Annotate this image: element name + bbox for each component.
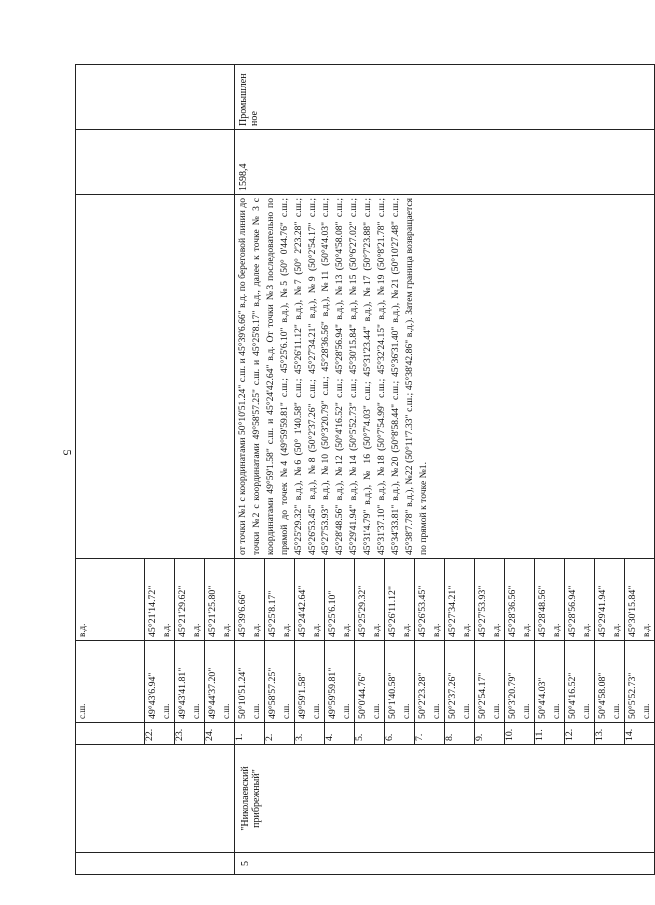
zone-number: 5 — [235, 853, 655, 875]
point-longitude-value: 45°27'34.21" — [447, 585, 458, 637]
point-longitude-unit: в.д. — [371, 623, 381, 637]
point-latitude-unit: с.ш. — [311, 703, 321, 719]
point-longitude-unit: в.д. — [341, 623, 351, 637]
point-longitude — [415, 559, 445, 641]
point-longitude-unit: в.д. — [251, 623, 261, 637]
point-longitude-unit: в.д. — [281, 623, 291, 637]
point-latitude-unit: с.ш. — [251, 703, 261, 719]
point-latitude-value: 50°4'4.03" — [537, 677, 548, 719]
point-longitude-unit: в.д. — [461, 623, 471, 637]
point-number: 6. — [385, 723, 415, 745]
table-top-blank-row — [76, 65, 145, 875]
point-longitude-value: 45°28'56.94" — [567, 585, 578, 637]
boundary-description: от точки №1 с координатами 50°10'51.24" с.ш. и 45°39'6.66" в.д. по береговой линии до точки №2 с координатами 49°58'57.25" с.ш. и 45°25'8.17" в.д., далее к точке № 3 с координатами 49°59'1.58" с.ш. и 45°24'42.64" в.д. От точки №3 последовательно по прямой до точек №4 (49°59'59.81" с.ш.; 45°25'6.10" в.д.), №5 (50° 0'44.76" с.ш.; 45°25'29.32" в.д.), №6 (50° 1'40.58" с.ш.; 45°26'11.12" в.д.), №7 (50° 2'23.28" с.ш.; 45°26'53.45" в.д.), №8 (50°2'37.26" с.ш.; 45°27'34.21" в.д.), №9 (50°2'54.17" с.ш.; 45°27'53.93" в.д.), №10 (50°3'20.79" с.ш.; 45°28'36.56" в.д.), №11 (50°4'4.03" с.ш.; 45°28'48.56" в.д.), №12 (50°4'16.52" с.ш.; 45°28'56.94" в.д.), №13 (50°4'58.08" с.ш.; 45°29'41.94" в.д.), №14 (50°5'52.73" с.ш.; 45°30'15.84" в.д.), №15 (50°6'27.02" с.ш.; 45°31'4.79" в.д.), № 16 (50°7'4.03" с.ш.; 45°31'23.44" в.д.), №17 (50°7'23.88" с.ш.; 45°31'37.10" в.д.), №18 (50°7'54.99" с.ш.; 45°32'24.15" в.д.), №19 (50°8'21.78" с.ш.; 45°34'33.81" в.д.), №20 (50°8'58.44" с.ш.; 45°36'31.40" в.д.), №21 (50°10'27.48" с.ш.; 45°38'7.78" в.д.), №22 (50°11'7.33" с.ш.; 45°38'42.86" в.д.). Затем граница возвращается по прямой к точке №1. — [235, 195, 655, 559]
point-longitude-value: 45°25'6.10" — [327, 590, 338, 637]
point-latitude — [325, 641, 355, 723]
point-latitude-value: 50°10'51.24" — [237, 667, 248, 719]
point-longitude — [445, 559, 475, 641]
point-longitude-value: 45°21'29.62" — [177, 585, 188, 637]
point-latitude — [595, 641, 625, 723]
blank-cell — [76, 723, 145, 745]
point-number: 11. — [535, 723, 565, 745]
point-longitude-unit: в.д. — [551, 623, 561, 637]
point-number: 12. — [565, 723, 595, 745]
point-latitude-value: 49°43'6.94" — [147, 672, 158, 719]
point-latitude-unit: с.ш. — [521, 703, 531, 719]
point-number: 13. — [595, 723, 625, 745]
point-number: 4. — [325, 723, 355, 745]
point-longitude-value: 45°26'11.12" — [387, 586, 398, 637]
point-number: 8. — [445, 723, 475, 745]
point-longitude-value: 45°26'53.45" — [417, 585, 428, 637]
point-latitude — [505, 641, 535, 723]
point-longitude — [565, 559, 595, 641]
zone-area: 1598,4 — [235, 130, 655, 195]
point-longitude-unit: в.д. — [191, 623, 201, 637]
point-longitude-value: 45°21'14.72" — [147, 585, 158, 637]
point-longitude — [205, 559, 235, 641]
rotated-table-wrapper — [75, 65, 651, 875]
point-latitude — [415, 641, 445, 723]
point-longitude — [145, 559, 175, 641]
point-latitude-value: 50°2'23.28" — [417, 672, 428, 719]
point-latitude-unit: с.ш. — [161, 703, 171, 719]
point-number: 9. — [475, 723, 505, 745]
point-latitude — [145, 641, 175, 723]
point-longitude — [625, 559, 655, 641]
point-longitude — [385, 559, 415, 641]
blank-cell — [76, 130, 235, 195]
point-number: 23. — [175, 723, 205, 745]
zone-name: "Николаевский прибрежный" — [235, 745, 655, 853]
point-latitude — [625, 641, 655, 723]
table-row — [235, 65, 265, 875]
point-number: 22. — [145, 723, 175, 745]
point-latitude-unit: с.ш. — [641, 703, 651, 719]
point-longitude-unit: в.д. — [581, 623, 591, 637]
point-latitude — [295, 641, 325, 723]
point-latitude-value: 49°44'37.20" — [207, 667, 218, 719]
point-latitude-value: 50°5'52.73" — [627, 672, 638, 719]
point-latitude-value: 50°3'20.79" — [507, 672, 518, 719]
point-number: 10. — [505, 723, 535, 745]
point-longitude-value: 45°30'15.84" — [627, 585, 638, 637]
point-latitude-value: 49°43'41.81" — [177, 667, 188, 719]
point-latitude-value: 50°4'58.08" — [597, 672, 608, 719]
point-longitude-value: 45°24'42.64" — [297, 585, 308, 637]
point-latitude-unit: с.ш. — [611, 703, 621, 719]
point-latitude — [175, 641, 205, 723]
point-longitude — [295, 559, 325, 641]
point-latitude-value: 50°4'16.52" — [567, 672, 578, 719]
point-number: 1. — [235, 723, 265, 745]
point-longitude-value: 45°39'6.66" — [237, 590, 248, 637]
lat-unit-header: с.ш. — [76, 641, 145, 723]
point-longitude — [595, 559, 625, 641]
point-longitude — [325, 559, 355, 641]
point-latitude-value: 49°59'1.58" — [297, 672, 308, 719]
point-latitude-unit: с.ш. — [491, 703, 501, 719]
point-longitude-value: 45°29'41.94" — [597, 585, 608, 637]
coordinates-table — [75, 64, 655, 875]
point-latitude-unit: с.ш. — [401, 703, 411, 719]
point-latitude-unit: с.ш. — [341, 703, 351, 719]
point-longitude-value: 45°27'53.93" — [477, 585, 488, 637]
point-longitude-unit: в.д. — [611, 623, 621, 637]
point-longitude — [535, 559, 565, 641]
point-longitude-unit: в.д. — [161, 623, 171, 637]
point-number: 24. — [205, 723, 235, 745]
point-number: 2. — [265, 723, 295, 745]
point-longitude — [475, 559, 505, 641]
point-latitude-value: 49°58'57.25" — [267, 667, 278, 719]
point-latitude-unit: с.ш. — [191, 703, 201, 719]
point-longitude — [505, 559, 535, 641]
lon-unit-header: в.д. — [76, 559, 145, 641]
point-longitude-unit: в.д. — [431, 623, 441, 637]
point-latitude-unit: с.ш. — [371, 703, 381, 719]
blank-cell — [76, 65, 235, 130]
point-latitude — [385, 641, 415, 723]
point-latitude-unit: с.ш. — [461, 703, 471, 719]
point-longitude-value: 45°28'48.56" — [537, 585, 548, 637]
point-longitude — [175, 559, 205, 641]
blank-cell — [76, 745, 235, 853]
point-latitude-unit: с.ш. — [221, 703, 231, 719]
point-longitude-unit: в.д. — [491, 623, 501, 637]
point-number: 5. — [355, 723, 385, 745]
point-longitude-unit: в.д. — [521, 623, 531, 637]
point-latitude-unit: с.ш. — [431, 703, 441, 719]
point-longitude-unit: в.д. — [641, 623, 651, 637]
point-number: 3. — [295, 723, 325, 745]
point-latitude — [235, 641, 265, 723]
blank-cell — [76, 195, 235, 559]
point-longitude-value: 45°25'8.17" — [267, 590, 278, 637]
point-latitude — [535, 641, 565, 723]
page-number: 5 — [60, 449, 75, 456]
zone-use: Промышлен ное — [235, 65, 655, 130]
point-latitude-unit: с.ш. — [551, 703, 561, 719]
point-latitude — [445, 641, 475, 723]
point-longitude-value: 45°28'36.56" — [507, 585, 518, 637]
point-latitude — [565, 641, 595, 723]
point-number: 14. — [625, 723, 655, 745]
point-latitude — [355, 641, 385, 723]
blank-cell — [76, 853, 235, 875]
point-number: 7. — [415, 723, 445, 745]
point-longitude-value: 45°25'29.32" — [357, 585, 368, 637]
point-latitude — [475, 641, 505, 723]
point-longitude-unit: в.д. — [311, 623, 321, 637]
point-longitude — [235, 559, 265, 641]
point-latitude — [205, 641, 235, 723]
point-longitude-unit: в.д. — [401, 623, 411, 637]
point-latitude — [265, 641, 295, 723]
point-latitude-unit: с.ш. — [581, 703, 591, 719]
point-longitude — [355, 559, 385, 641]
point-latitude-value: 50°0'44.76" — [357, 672, 368, 719]
point-latitude-value: 50°1'40.58" — [387, 672, 398, 719]
point-latitude-value: 50°2'37.26" — [447, 672, 458, 719]
point-latitude-value: 49°59'59.81" — [327, 667, 338, 719]
point-longitude-unit: в.д. — [221, 623, 231, 637]
point-latitude-value: 50°2'54.17" — [477, 672, 488, 719]
point-latitude-unit: с.ш. — [281, 703, 291, 719]
point-longitude — [265, 559, 295, 641]
point-longitude-value: 45°21'25.80" — [207, 585, 218, 637]
